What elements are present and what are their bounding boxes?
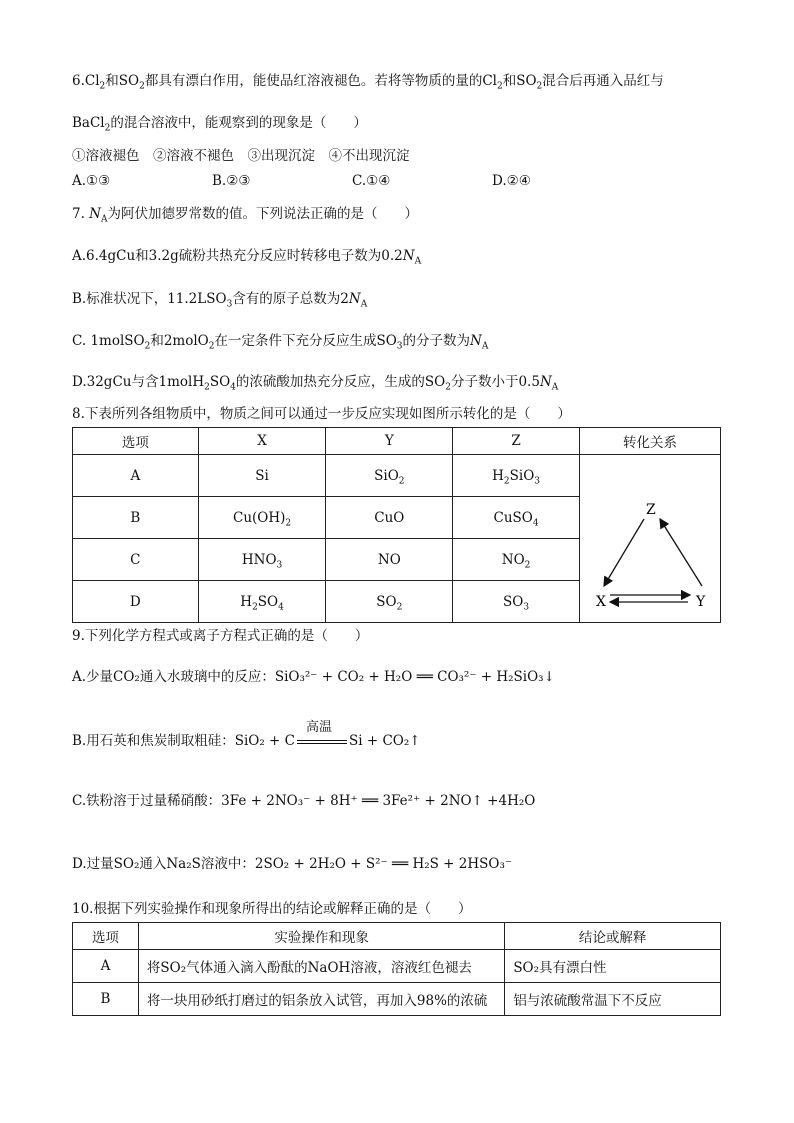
q9-option-d: D.过量SO₂通入Na₂S溶液中：2SO₂ + 2H₂O + S²⁻ ══ H₂S + 2HSO₃⁻ (72, 856, 512, 872)
diagram-y-label: Y (695, 593, 706, 610)
q8-header-row (73, 428, 721, 455)
equals-arrow (297, 740, 347, 744)
q8-c-x: $HNO_3$ (198, 539, 326, 581)
q8-c-option: C (73, 539, 199, 581)
q8-d-y: $SO_2$ (326, 581, 453, 623)
q10-a-operation: 将SO₂气体通入滴入酚酞的NaOH溶液，溶液红色褪去 (138, 950, 504, 983)
q8-a-option: A (73, 455, 199, 497)
q9-option-c: C.铁粉溶于过量稀硝酸：3Fe + 2NO₃⁻ + 8H⁺ ══ 3Fe²⁺ + 2NO↑ +4H₂O (72, 793, 536, 809)
q10-b-option: B (73, 983, 139, 1016)
q7-option-b: B.标准状况下，$11.2LSO_3$含有的原子总数为$2N_A$ (72, 291, 368, 310)
q9-option-b: B.用石英和焦炭制取粗硅：SiO₂ + C Si + CO₂↑ (72, 733, 421, 749)
q6-line2: BaCl$_2$的混合溶液中，能观察到的现象是（ ） (72, 115, 367, 134)
q6-option-d: D.②④ (492, 173, 531, 189)
q6-option-c: C.①④ (352, 173, 391, 189)
q9-option-a: A.少量CO₂通入水玻璃中的反应：SiO₃²⁻ + CO₂ + H₂O ══ CO₃²⁻ + H₂SiO₃↓ (72, 669, 555, 685)
q10-a-option: A (73, 950, 139, 983)
q7-option-a: A.6.4gCu和3.2g硫粉共热充分反应时转移电子数为$0.2N_A$ (72, 248, 422, 267)
q8-c-z: $NO_2$ (453, 539, 580, 581)
q6-option-a: A.①③ (72, 173, 111, 189)
q7-option-c: C. 1molSO$_2$和2molO$_2$在一定条件下充分反应生成$SO_3$的分子数为$N_A$ (72, 333, 489, 352)
q10-a-conclusion: SO₂具有漂白性 (505, 950, 721, 983)
q10-header-conclusion: 结论或解释 (505, 923, 721, 950)
conversion-diagram (580, 457, 720, 617)
q10-header-row (73, 923, 721, 950)
q8-b-option: B (73, 497, 199, 539)
table-row (73, 983, 721, 1016)
q8-d-option: D (73, 581, 199, 623)
q10-b-operation: 将一块用砂纸打磨过的铝条放入试管，再加入98%的浓硫 (138, 983, 504, 1016)
q8-header-x: X (198, 428, 326, 455)
q8-header-y: Y (326, 428, 453, 455)
q10-b-conclusion: 铝与浓硫酸常温下不反应 (505, 983, 721, 1016)
q7-stem: 7. $N_A$为阿伏加德罗常数的值。下列说法正确的是（ ） (72, 206, 418, 225)
q8-b-x: $Cu(OH)_2$ (198, 497, 326, 539)
q8-table (72, 427, 721, 623)
q6-option-b: B.②③ (212, 173, 251, 189)
q8-a-y: SiO$_2$ (326, 455, 453, 497)
diagram-x-label: X (595, 593, 606, 610)
q6-line1: $6.Cl_2$和$SO_2$都具有漂白作用，能使品红溶液褪色。若将等物质的量的$Cl_2$和$SO_2$混合后再通入品红与 (72, 73, 664, 92)
q7-option-d: D.32gCu与含$1molH_2SO_4$的浓硫酸加热充分反应，生成的$SO_2$分子数小于$0.5N_A$ (72, 374, 559, 393)
q8-header-option: 选项 (73, 428, 199, 455)
diagram-z-label: Z (645, 501, 656, 518)
arrow-y-to-z (660, 519, 702, 586)
q8-relation-diagram (579, 455, 720, 623)
table-row (73, 950, 721, 983)
q10-header-operation: 实验操作和现象 (138, 923, 504, 950)
q9-b-condition: 高温 (306, 720, 333, 735)
q10-stem: 10.根据下列实验操作和现象所得出的结论或解释正确的是（ ） (72, 901, 472, 917)
q8-a-x: Si (198, 455, 326, 497)
q10-header-option: 选项 (73, 923, 139, 950)
q8-b-y: CuO (326, 497, 453, 539)
q8-b-z: CuSO$_4$ (453, 497, 580, 539)
q6-line3: ①溶液褪色 ②溶液不褪色 ③出现沉淀 ④不出现沉淀 (72, 148, 410, 164)
q8-d-x: $H_2SO_4$ (198, 581, 326, 623)
q8-c-y: NO (326, 539, 453, 581)
q8-header-z: Z (453, 428, 580, 455)
arrow-z-to-x (604, 519, 644, 586)
q8-a-z: $H_2SiO_3$ (453, 455, 580, 497)
q10-table (72, 922, 721, 1016)
q8-stem: 8.下表所列各组物质中，物质之间可以通过一步反应实现如图所示转化的是（ ） (72, 406, 571, 422)
q8-d-z: $SO_3$ (453, 581, 580, 623)
q8-header-relation: 转化关系 (579, 428, 720, 455)
table-row (73, 455, 721, 497)
q9-stem: 9.下列化学方程式或离子方程式正确的是（ ） (72, 628, 369, 644)
